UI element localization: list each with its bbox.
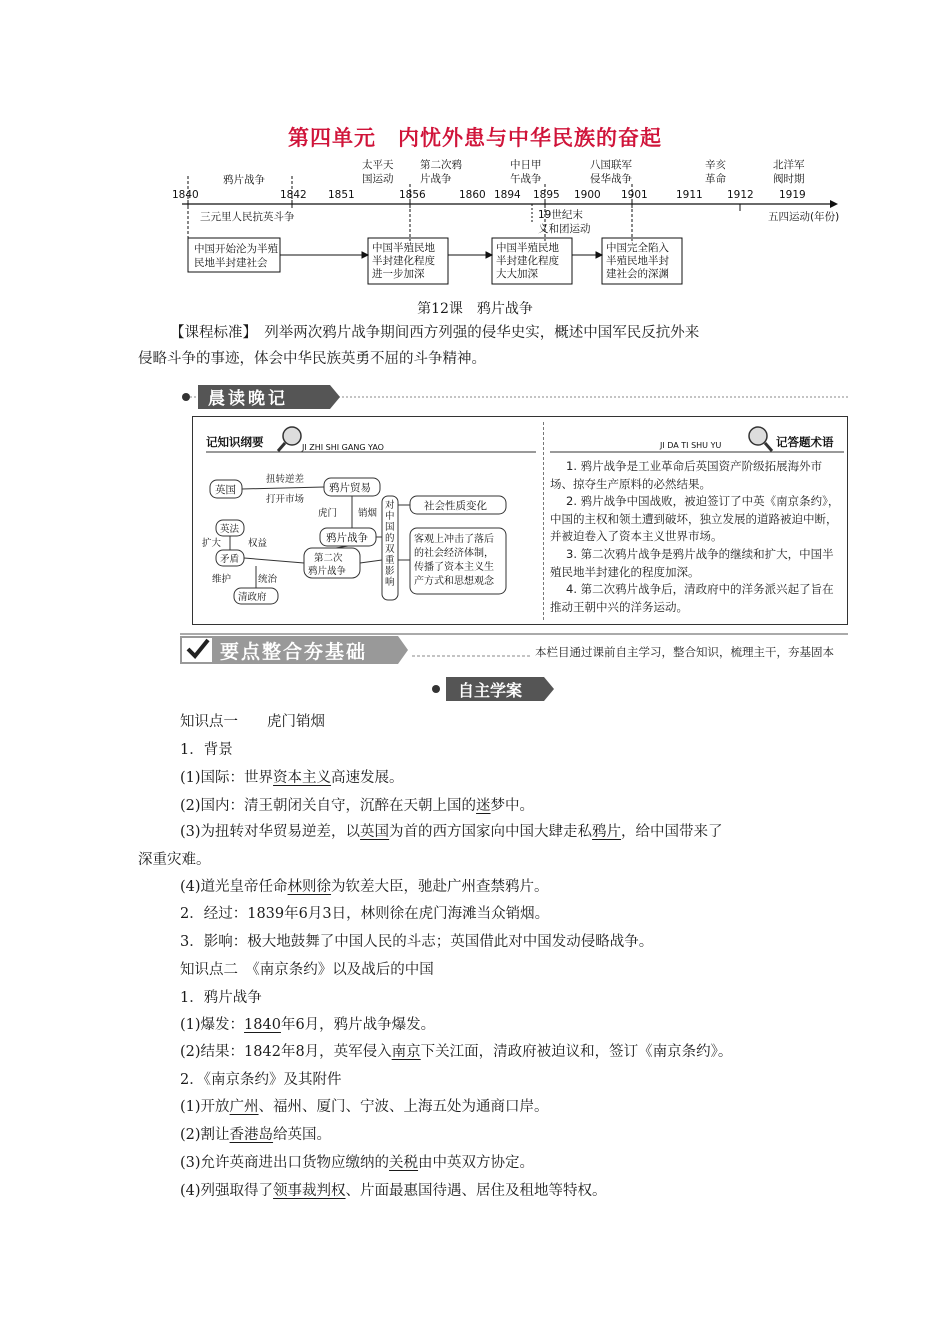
svg-text:中国半殖民地: 中国半殖民地 [496, 242, 559, 254]
svg-text:虎门: 虎门 [318, 508, 338, 519]
bg-item-4: (4)道光皇帝任命林则徐为钦差大臣，驰赴广州查禁鸦片。 [180, 879, 549, 895]
treaty-item-4: (4)列强取得了领事裁判权、片面最惠国待遇、居住及租地等特权。 [180, 1183, 607, 1199]
memo-item: 1. 鸦片战争是工业革命后英国资产阶级拓展海外市场、掠夺生产原料的必然结果。 [550, 459, 823, 491]
svg-text:JI ZHI SHI GANG YAO: JI ZHI SHI GANG YAO [302, 443, 384, 452]
svg-text:进一步加深: 进一步加深 [372, 268, 425, 280]
svg-text:权益: 权益 [248, 538, 268, 549]
svg-text:中国完全陷入: 中国完全陷入 [606, 242, 669, 254]
svg-text:矛盾: 矛盾 [220, 554, 240, 565]
svg-text:销烟: 销烟 [358, 508, 378, 519]
impact: 3．影响：极大地鼓舞了中国人民的斗志；英国借此对中国发动侵略战争。 [180, 934, 654, 950]
event-beiyang-1: 北洋军 [773, 159, 805, 171]
event-eight-nation-2: 侵华战争 [590, 173, 632, 185]
morning-banner [180, 383, 850, 411]
self-study-banner [430, 674, 560, 704]
treaty-item-1: (1)开放广州、福州、厦门、宁波、上海五处为通商口岸。 [180, 1099, 549, 1115]
treaty-item-2: (2)割让香港岛给英国。 [180, 1127, 332, 1143]
year-1912: 1912 [727, 189, 754, 201]
war-heading: 1．鸦片战争 [180, 990, 262, 1006]
svg-text:JI DA TI SHU YU: JI DA TI SHU YU [660, 441, 722, 450]
memo-header [548, 420, 846, 456]
svg-text:英法: 英法 [220, 524, 240, 535]
year-1894: 1894 [494, 189, 521, 201]
bg-item-3: (3)为扭转对华贸易逆差，以英国为首的西方国家向中国大肆走私鸦片，给中国带来了 [180, 824, 723, 840]
event-second-opium-2: 片战争 [420, 173, 452, 185]
year-1900: 1900 [574, 189, 601, 201]
timeline-diagram [170, 156, 860, 286]
svg-text:中国开始沦为半殖: 中国开始沦为半殖 [194, 243, 278, 255]
magnifier-icon [278, 427, 301, 451]
standard-label: 【课程标准】 [170, 325, 250, 341]
year-1895: 1895 [533, 189, 560, 201]
year-1919: 1919 [779, 189, 806, 201]
svg-text:的: 的 [385, 533, 395, 544]
treaty-heading: 2．《南京条约》及其附件 [180, 1072, 342, 1088]
unit-title: 第四单元 内忧外患与中华民族的奋起 [288, 126, 662, 150]
event-taiping-1: 太平天 [362, 159, 394, 171]
memo-notes [550, 458, 842, 616]
year-1911: 1911 [676, 189, 703, 201]
event-may-fourth: 五四运动(年份) [768, 211, 840, 223]
svg-text:双: 双 [385, 544, 395, 555]
banner-dot-icon [432, 685, 440, 693]
process: 2．经过：1839年6月3日，林则徐在虎门海滩当众销烟。 [180, 906, 550, 922]
knowledge-point-2: 知识点二 《南京条约》以及战后的中国 [180, 962, 434, 978]
event-sanyuanli: 三元里人民抗英斗争 [200, 211, 295, 223]
panel-divider [543, 422, 544, 620]
svg-text:统治: 统治 [258, 574, 278, 585]
svg-text:半殖民地半封: 半殖民地半封 [606, 255, 669, 267]
timeline-years [172, 189, 806, 201]
war-result: (2)结果：1842年8月，英军侵入南京下关江面，清政府被迫议和，签订《南京条约》。 [180, 1044, 733, 1060]
event-boxer-1: 19世纪末 [538, 209, 583, 221]
svg-text:记知识纲要: 记知识纲要 [206, 435, 264, 449]
event-xinhai-1: 辛亥 [705, 159, 726, 171]
bg-item-3-cont: 深重灾难。 [138, 852, 211, 868]
svg-text:记答题术语: 记答题术语 [776, 435, 834, 449]
event-xinhai-2: 革命 [705, 173, 726, 185]
magnifier-icon [749, 427, 772, 451]
event-sino-japanese-2: 午战争 [510, 173, 542, 185]
svg-text:客观上冲击了落后: 客观上冲击了落后 [414, 534, 494, 545]
svg-text:重: 重 [385, 555, 395, 566]
standard-text-1: 列举两次鸦片战争期间西方列强的侵华史实，概述中国军民反抗外来 [249, 325, 700, 341]
year-1860: 1860 [459, 189, 486, 201]
svg-text:晨读晚记: 晨读晚记 [208, 389, 288, 409]
event-eight-nation-1: 八国联军 [590, 159, 632, 171]
svg-text:响: 响 [385, 577, 395, 588]
war-outbreak: (1)爆发：1840年6月，鸦片战争爆发。 [180, 1017, 436, 1033]
event-second-opium-1: 第二次鸦 [420, 159, 462, 171]
svg-text:鸦片战争: 鸦片战争 [308, 566, 347, 577]
memo-item: 2. 鸦片战争中国战败，被迫签订了中英《南京条约》，中国的主权和领土遭到破坏，独立发展的道路被迫中断，并被迫卷入了资本主义世界市场。 [550, 494, 840, 544]
bg-item-1: (1)国际：世界资本主义高速发展。 [180, 770, 404, 786]
svg-text:鸦片贸易: 鸦片贸易 [329, 482, 371, 494]
bg-heading: 1．背景 [180, 742, 233, 758]
treaty-item-3: (3)允许英商进出口货物应缴纳的关税由中英双方协定。 [180, 1155, 535, 1171]
year-1842: 1842 [280, 189, 307, 201]
event-opium-war: 鸦片战争 [223, 174, 265, 186]
svg-text:民地半封建社会: 民地半封建社会 [194, 257, 268, 269]
svg-text:的社会经济体制，: 的社会经济体制， [414, 548, 494, 559]
svg-text:维护: 维护 [212, 574, 232, 585]
svg-text:社会性质变化: 社会性质变化 [424, 500, 487, 512]
banner-dot-icon [182, 393, 190, 401]
year-1901: 1901 [621, 189, 648, 201]
svg-text:国: 国 [385, 522, 395, 533]
svg-text:自主学案: 自主学案 [458, 681, 523, 700]
memo-item: 4. 第二次鸦片战争后，清政府中的洋务派兴起了旨在推动王朝中兴的洋务运动。 [550, 582, 834, 614]
svg-text:鸦片战争: 鸦片战争 [326, 532, 368, 544]
svg-text:第二次: 第二次 [314, 553, 343, 564]
svg-text:产方式和思想观念: 产方式和思想观念 [414, 576, 494, 587]
svg-text:对: 对 [385, 500, 395, 511]
svg-text:建社会的深渊: 建社会的深渊 [606, 268, 669, 280]
event-sino-japanese-1: 中日甲 [510, 159, 542, 171]
svg-text:中: 中 [385, 511, 395, 522]
memo-item: 3. 第二次鸦片战争是鸦片战争的继续和扩大，中国半殖民地半封建化的程度加深。 [550, 546, 834, 579]
year-1840: 1840 [172, 189, 199, 201]
event-beiyang-2: 阀时期 [773, 173, 805, 185]
svg-text:英国: 英国 [215, 484, 236, 496]
svg-text:扩大: 扩大 [202, 538, 222, 549]
bg-item-2: (2)国内：清王朝闭关自守，沉醉在天朝上国的迷梦中。 [180, 798, 535, 814]
svg-text:中国半殖民地: 中国半殖民地 [372, 242, 435, 254]
svg-text:打开市场: 打开市场 [266, 494, 305, 505]
course-standard [170, 320, 860, 347]
event-boxer-2: 义和团运动 [538, 223, 591, 235]
svg-text:半封建化程度: 半封建化程度 [496, 255, 559, 267]
svg-text:清政府: 清政府 [238, 592, 267, 603]
svg-text:要点整合夯基础: 要点整合夯基础 [220, 641, 368, 663]
year-1856: 1856 [399, 189, 426, 201]
event-taiping-2: 国运动 [362, 173, 394, 185]
svg-text:半封建化程度: 半封建化程度 [372, 255, 435, 267]
knowledge-map [196, 420, 542, 620]
svg-text:扭转逆差: 扭转逆差 [266, 474, 305, 485]
year-1851: 1851 [328, 189, 355, 201]
section-note: 本栏目通过课前自主学习，整合知识，梳理主干，夯基固本 [535, 645, 834, 659]
svg-text:大大加深: 大大加深 [496, 268, 538, 280]
standard-text-2: 侵略斗争的事迹，体会中华民族英勇不屈的斗争精神。 [138, 351, 486, 367]
svg-text:传播了资本主义生: 传播了资本主义生 [414, 562, 494, 573]
lesson-title: 第12课 鸦片战争 [417, 301, 533, 317]
knowledge-point-1: 知识点一 虎门销烟 [180, 714, 325, 730]
svg-text:影: 影 [385, 566, 395, 577]
